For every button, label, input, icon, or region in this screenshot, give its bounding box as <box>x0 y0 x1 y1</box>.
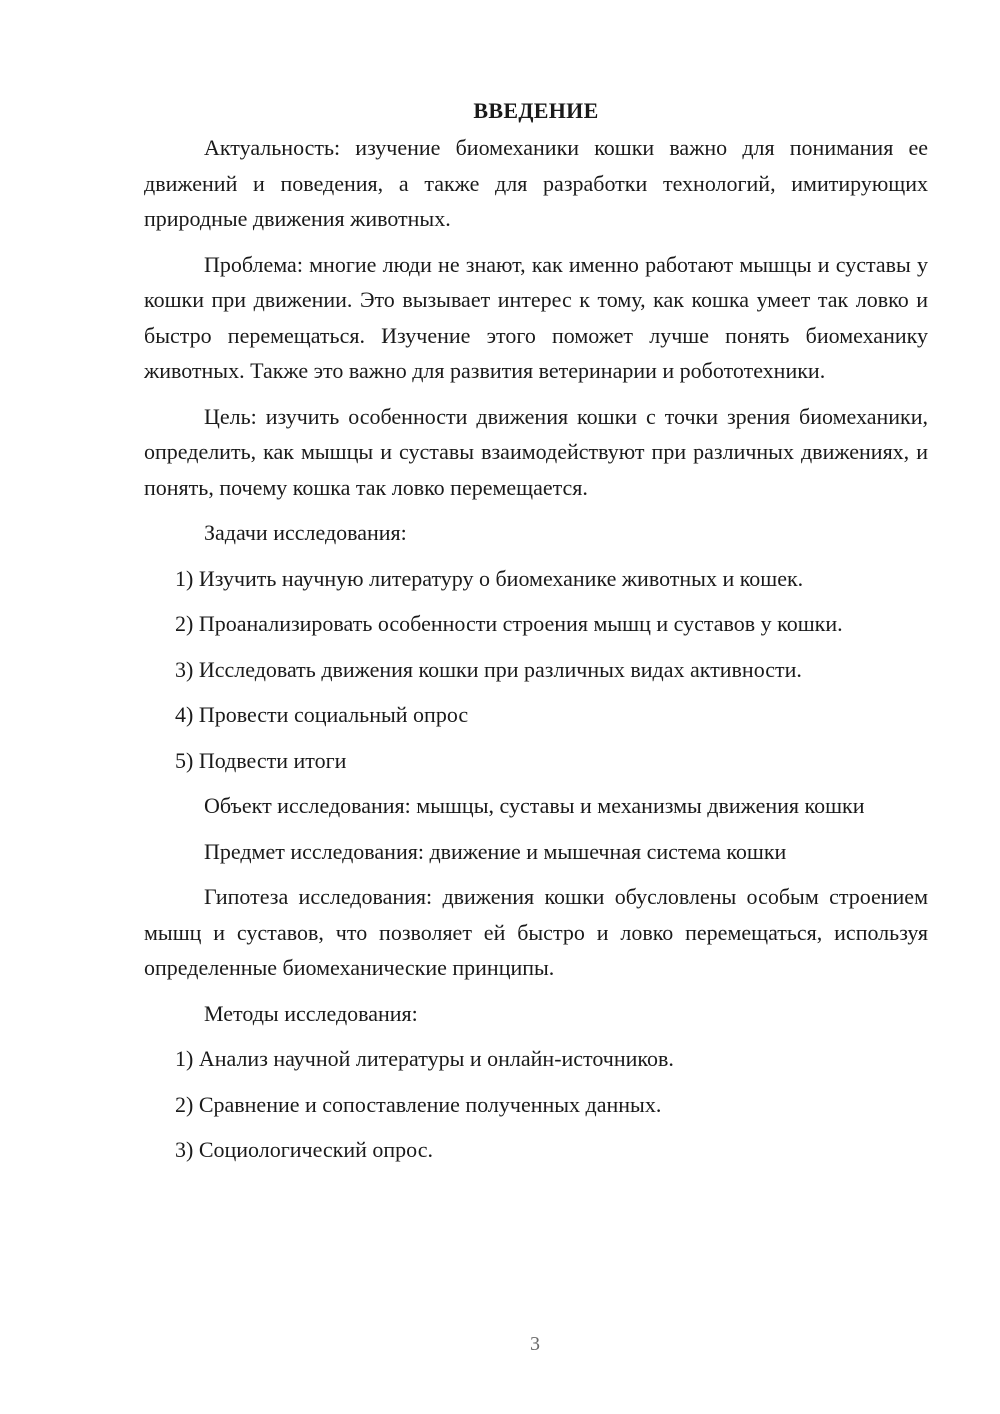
task-item-1: 1) Изучить научную литературу о биомеханике животных и кошек. <box>175 565 804 591</box>
method-item-1: 1) Анализ научной литературы и онлайн-источников. <box>175 1046 674 1071</box>
document-page <box>144 96 928 1178</box>
task-item-5: 5) Подвести итоги <box>175 747 347 773</box>
method-item-2: 2) Сравнение и сопоставление полученных данных. <box>175 1091 662 1117</box>
page-title: ВВЕДЕНИЕ <box>473 98 599 123</box>
object-paragraph: Объект исследования: мышцы, суставы и механизмы движения кошки <box>204 793 865 818</box>
methods-heading: Методы исследования: <box>204 1000 418 1026</box>
hypothesis-paragraph: Гипотеза исследования: движения кошки обусловлены особым строением мышц и суставов, что позволяет ей быстро и ловко перемещаться, используя определенные биомеханические принципы. <box>144 884 928 980</box>
tasks-heading: Задачи исследования: <box>204 520 407 545</box>
subject-paragraph: Предмет исследования: движение и мышечная система кошки <box>204 838 787 864</box>
relevance-paragraph: Актуальность: изучение биомеханики кошки важно для понимания ее движений и поведения, а также для разработки технологий, имитирующих природные движения животных. <box>144 135 928 231</box>
task-item-4: 4) Провести социальный опрос <box>175 702 469 727</box>
task-item-3: 3) Исследовать движения кошки при различных видах активности. <box>175 656 802 682</box>
method-item-3: 3) Социологический опрос. <box>175 1137 433 1162</box>
problem-paragraph: Проблема: многие люди не знают, как именно работают мышцы и суставы у кошки при движении. Это вызывает интерес к тому, как кошка умеет так ловко и быстро перемещаться. Изучение этого поможет лучше понять биомеханику животных. Также это важно для развития ветеринарии и робототехники. <box>144 251 928 383</box>
task-item-2: 2) Проанализировать особенности строения мышц и суставов у кошки. <box>175 611 843 636</box>
goal-paragraph: Цель: изучить особенности движения кошки с точки зрения биомеханики, определить, как мышцы и суставы взаимодействуют при различных движениях, и понять, почему кошка так ловко перемещается. <box>144 403 928 500</box>
page-number: 3 <box>530 1333 540 1355</box>
